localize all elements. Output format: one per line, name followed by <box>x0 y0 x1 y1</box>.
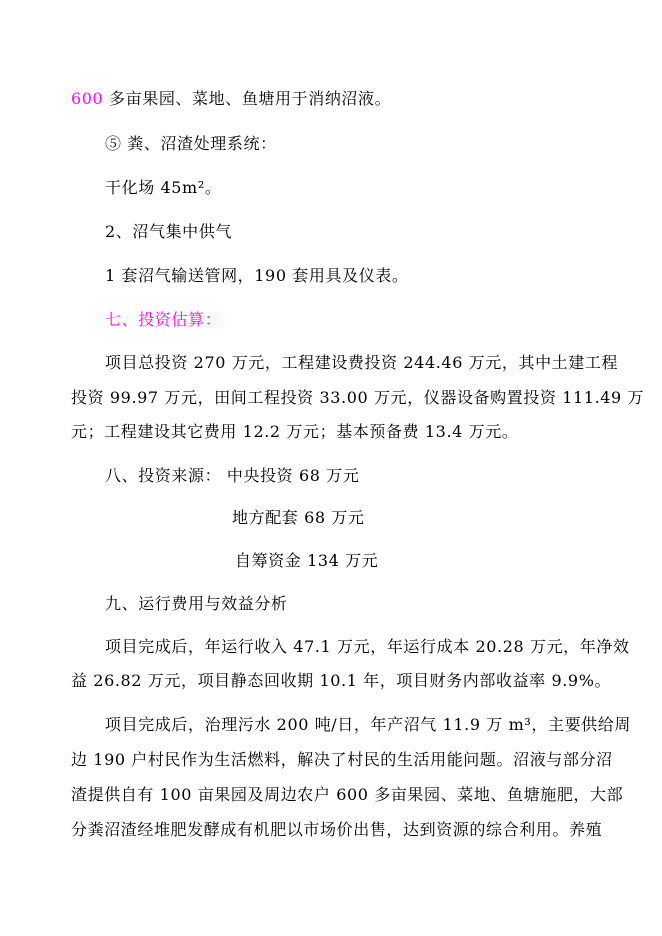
paragraph-outcome-line-2: 边 190 户村民作为生活燃料，解决了村民的生活用能问题。沼液与部分沼 <box>71 750 613 769</box>
paragraph-investment-line-2: 投资 99.97 万元，田间工程投资 33.00 万元，仪器设备购置投资 111.49 万 <box>71 388 645 407</box>
section-heading-gas-supply: 2、沼气集中供气 <box>105 222 232 241</box>
text-line-drying-yard: 干化场 45m²。 <box>105 178 222 197</box>
highlighted-number: 600 <box>71 89 104 108</box>
section-heading-funding-sources: 八、投资来源： 中央投资 68 万元 <box>105 466 360 485</box>
section-heading-operation-benefit: 九、运行费用与效益分析 <box>105 594 288 613</box>
paragraph-outcome-line-3: 渣提供自有 100 亩果园及周边农户 600 多亩果园、菜地、鱼塘施肥，大部 <box>71 785 624 804</box>
section-heading-investment-estimate: 七、投资估算： <box>105 310 222 329</box>
paragraph-outcome-line-1: 项目完成后，治理污水 200 吨/日，年产沼气 11.9 万 m³，主要供给周 <box>105 715 631 734</box>
funding-local: 地方配套 68 万元 <box>232 508 365 527</box>
funding-self-raised: 自筹资金 134 万元 <box>235 551 379 570</box>
paragraph-outcome-line-4: 分粪沼渣经堆肥发酵成有机肥以市场价出售，达到资源的综合利用。养殖 <box>71 820 603 839</box>
paragraph-investment-line-3: 元；工程建设其它费用 12.2 万元；基本预备费 13.4 万元。 <box>71 422 519 441</box>
item-heading-manure-system: ⑤ 粪、沼渣处理系统： <box>105 134 277 153</box>
text-line-600-acres: 600 多亩果园、菜地、鱼塘用于消纳沼液。 <box>71 89 392 108</box>
paragraph-benefit-line-2: 益 26.82 万元，项目静态回收期 10.1 年，项目财务内部收益率 9.9%。 <box>71 671 612 690</box>
paragraph-investment-line-1: 项目总投资 270 万元，工程建设费投资 244.46 万元，其中土建工程 <box>105 353 619 372</box>
paragraph-benefit-line-1: 项目完成后，年运行收入 47.1 万元，年运行成本 20.28 万元，年净效 <box>105 637 630 656</box>
text-line-pipeline: 1 套沼气输送管网，190 套用具及仪表。 <box>105 266 409 285</box>
